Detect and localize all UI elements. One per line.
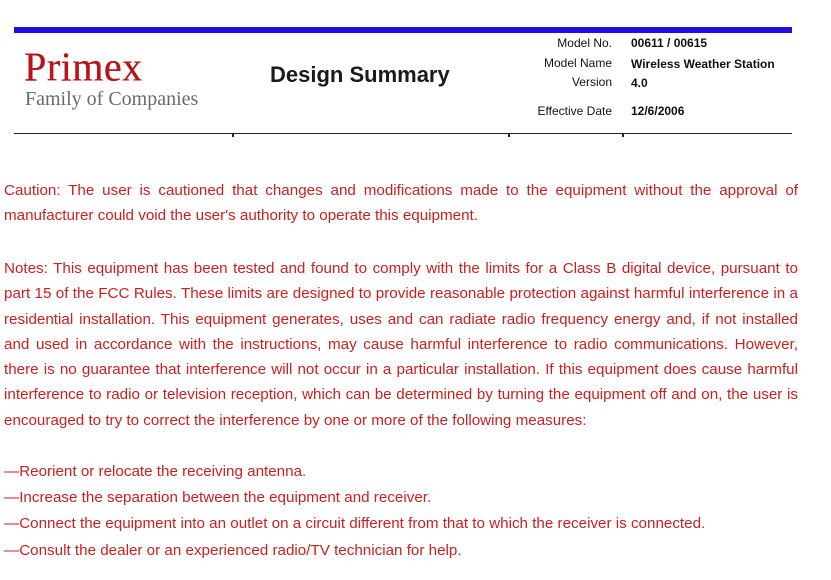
version-value: 4.0 (631, 76, 648, 90)
list-item: —Consult the dealer or an experienced radio/TV technician for help. (4, 541, 462, 559)
header-divider-tick (622, 133, 624, 137)
logo-name: Primex (24, 43, 143, 90)
interference-measures-list (4, 459, 814, 564)
effective-date-label: Effective Date (537, 104, 612, 118)
caution-paragraph: Caution: The user is cautioned that changes and modifications made to the equipment without the approval of manufacturer could void the user's authority to operate this equipment. (4, 182, 798, 225)
header-divider-tick (232, 133, 234, 137)
logo-tagline: Family of Companies (25, 88, 199, 110)
header-divider-tick (508, 133, 510, 137)
list-item: —Reorient or relocate the receiving antenna. (4, 463, 307, 480)
model-name-label: Model Name (543, 56, 612, 70)
notes-paragraph: Notes: This equipment has been tested and found to comply with the limits for a Class B digital device, pursuant to part 15 of the FCC Rules. These limits are designed to provide reasonable protection against harmful interference in a residential installation. This equipment generates, uses and can radiate radio frequency energy and, if not installed and used in accordance with the instructions, may cause harmful interference to radio communications. However, there is no guarantee that interference will not occur in a particular installation. If this equipment does cause harmful interference to radio or television reception, which can be determined by turning the equipment off and on, the user is encouraged to try to correct the interference by one or more of the following measures: (4, 260, 798, 429)
version-label: Version (571, 75, 612, 89)
model-name-value: Wireless Weather Station (631, 57, 775, 71)
model-no-value: 00611 / 00615 (631, 36, 708, 50)
effective-date-value: 12/6/2006 (631, 104, 685, 118)
document-header (14, 33, 792, 134)
document-title: Design Summary (270, 62, 450, 87)
list-item: —Connect the equipment into an outlet on a circuit different from that to which the receiver is connected. (4, 515, 706, 533)
model-no-label: Model No. (557, 36, 612, 50)
list-item: —Increase the separation between the equipment and receiver. (4, 489, 432, 507)
